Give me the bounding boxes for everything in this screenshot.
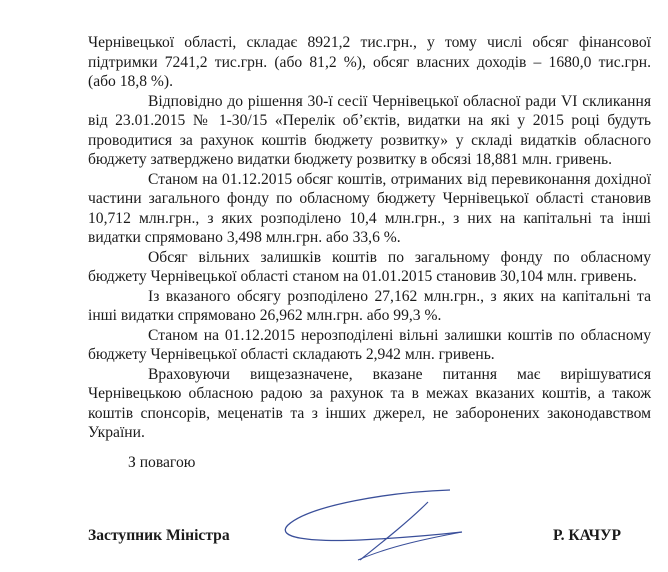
- body-text-line: бюджету затверджено видатки бюджету розвитку в обсязі 18,881 млн. гривень.: [88, 151, 613, 168]
- handwritten-signature: [270, 480, 470, 565]
- body-text-line: коштів спонсорів, меценатів та з інших джерел, не заборонених законодавством: [88, 404, 651, 422]
- body-text-line: України.: [88, 424, 145, 441]
- body-text-line: інші видатки спрямовано 26,962 млн.грн. або 99,3 %.: [88, 307, 442, 324]
- body-text-line: Чернівецької області, складає 8921,2 тис.грн., у тому числі обсяг фінансової: [88, 34, 651, 51]
- body-text-line: Станом на 01.12.2015 обсяг коштів, отриманих від перевиконання дохідної: [148, 170, 651, 188]
- body-text-line: Враховуючи вищезазначене, вказане питання має вирішуватися: [148, 365, 651, 383]
- body-text-line: проводитися за рахунок коштів бюджету розвитку» у складі видатків обласного: [88, 131, 651, 149]
- body-text-line: від 23.01.2015 № 1-30/15 «Перелік об’єктів, видатки на які у 2015 році будуть: [88, 112, 651, 129]
- body-text-line: Обсяг вільних залишків коштів по загальному фонду по обласному: [148, 248, 651, 266]
- body-text-line: бюджету Чернівецької області станом на 01.01.2015 становив 30,104 млн. гривень.: [88, 268, 637, 285]
- body-text-line: Чернівецькою обласною радою за рахунок та в межах вказаних коштів, а також: [88, 385, 651, 402]
- signatory-name: Р. КАЧУР: [553, 527, 621, 544]
- body-text-line: Відповідно до рішення 30-ї сесії Чернівецької обласної ради VI скликання: [148, 92, 651, 110]
- body-text-line: бюджету Чернівецької області складають 2,942 млн. гривень.: [88, 346, 495, 363]
- body-text-line: Станом на 01.12.2015 нерозподілені вільні залишки коштів по обласному: [148, 326, 651, 344]
- body-text-line: видатки спрямовано 3,498 млн.грн. або 33,6 %.: [88, 229, 401, 246]
- closing-greeting: З повагою: [128, 454, 196, 471]
- body-text-line: 10,712 млн.грн., з яких розподілено 10,4 млн.грн., з них на капітальні та інші: [88, 209, 651, 227]
- body-text-line: частини загального фонду по обласному бюджету Чернівецької області становив: [88, 190, 651, 207]
- body-text-line: (або 18,8 %).: [88, 73, 174, 90]
- body-text-line: Із вказаного обсягу розподілено 27,162 млн.грн., з яких на капітальні та: [148, 287, 651, 305]
- letter-body: [88, 33, 651, 443]
- signatory-position: Заступник Міністра: [88, 527, 230, 544]
- body-text-line: підтримки 7241,2 тис.грн. (або 81,2 %), обсяг власних доходів – 1680,0 тис.грн.: [88, 53, 651, 71]
